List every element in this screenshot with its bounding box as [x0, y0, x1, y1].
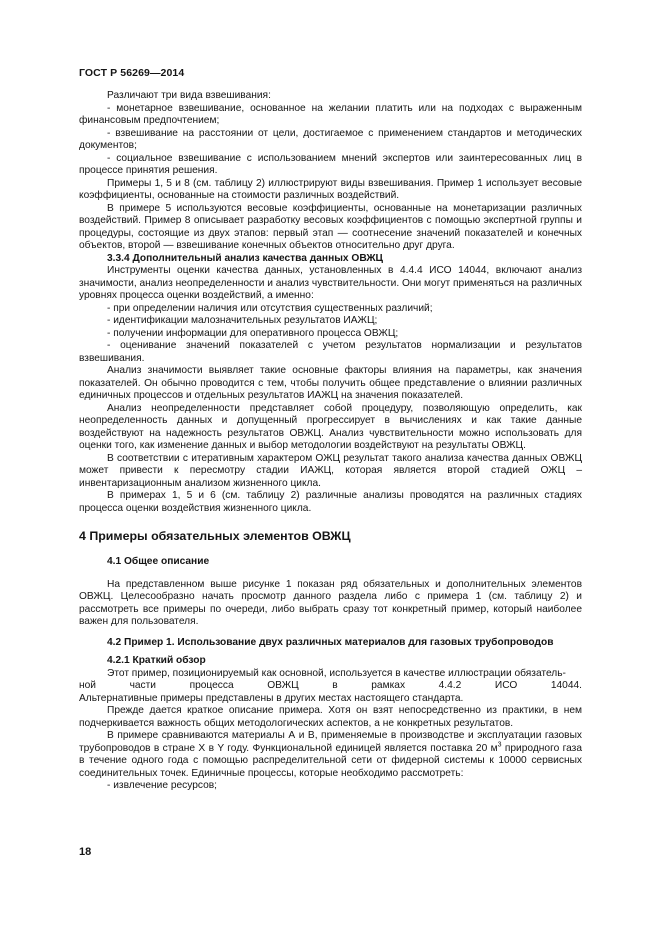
paragraph: В примерах 1, 5 и 6 (см. таблицу 2) различные анализы проводятся на различных стадиях процесса оценки воздействия жизненного цикла. [79, 490, 582, 514]
list-item: - монетарное взвешивание, основанное на желании платить или на подходах с выраженным финансовым предпочтением; [79, 102, 582, 126]
paragraph-line: Этот пример, позиционируемый как основной, используется в качестве иллюстрации обязатель- [107, 667, 566, 679]
section-4-2-title: 4.2 Пример 1. Использование двух различных материалов для газовых трубопроводов [107, 636, 554, 648]
list-item: - идентификации малозначительных результатов ИАЖЦ; [107, 315, 378, 326]
section-3-3-4-title: 3.3.4 Дополнительный анализ качества данных ОВЖЦ [107, 252, 383, 264]
paragraph-line: ной части процесса ОВЖЦ в рамках 4.4.2 ИСО 14044. [79, 680, 582, 691]
section-4-title: 4 Примеры обязательных элементов ОВЖЦ [79, 529, 351, 543]
list-item: - взвешивание на расстоянии от цели, достигаемое с применением стандартов и методических документов; [79, 127, 582, 151]
document-header: ГОСТ Р 56269—2014 [79, 67, 185, 79]
section-4-2-1-title: 4.2.1 Краткий обзор [107, 655, 206, 666]
paragraph: Примеры 1, 5 и 8 (см. таблицу 2) иллюстрируют виды взвешивания. Пример 1 использует весовые коэффициенты, основанные на стоимости различных воздействий. [79, 177, 582, 201]
paragraph-text: В примере сравниваются материалы А и В, применяемые в производстве и эксплуатации газовых трубопроводов в стране Х в Y году. Функциональной единицей является поставка 20 м [79, 730, 582, 754]
list-item: - оценивание значений показателей с учетом результатов нормализации и результатов взвешивания. [79, 340, 582, 364]
list-item: - социальное взвешивание с использованием мнений экспертов или заинтересованных лиц в процессе принятия решения. [79, 152, 582, 176]
paragraph: Прежде дается краткое описание примера. Хотя он взят непосредственно из практики, в нем подчеркивается важность общих методологических аспектов, а не конкретных результатов. [79, 705, 582, 729]
section-4-1-title: 4.1 Общее описание [107, 556, 210, 567]
paragraph-text: природного газа в течение одного года с помощью распределительной сети от фидерной системы к 10000 сервисных соединительных точек. Единичные процессы, которые необходимо рассмотреть: [79, 742, 582, 779]
paragraph: Инструменты оценки качества данных, установленных в 4.4.4 ИСО 14044, включают анализ значимости, анализ неопределенности и анализ чувствительности. Они могут применяться на различных уровнях процесса оценки воздействий, а именно: [79, 265, 583, 301]
paragraph: На представленном выше рисунке 1 показан ряд обязательных и дополнительных элементов ОВЖЦ. Целесообразно начать просмотр данного раздела либо с примера 1 (см. таблицу 2) и рассмотреть все примеры по очереди, либо выбрать сразу тот конкретный пример, который наиболее важен для пользователя. [79, 578, 582, 627]
paragraph: Анализ неопределенности представляет собой процедуру, позволяющую определить, как неопределенность данных и допущенный прогрессирует в вычислениях и как такие данные воздействуют на надежность результатов ОВЖЦ. Анализ чувствительности можно использовать для оценки того, как изменение данных и выбор методологии воздействуют на результаты ОВЖЦ. [79, 402, 582, 451]
list-item: - извлечение ресурсов; [107, 780, 218, 791]
paragraph: Анализ значимости выявляет такие основные факторы влияния на параметры, как значения показателей. Он обычно проводится с тем, чтобы получить общее представление о влиянии различных единичных процессов и отдельных результатов ИАЖЦ на значения показателей. [79, 365, 582, 401]
page-number: 18 [79, 846, 92, 858]
list-item: - при определении наличия или отсутствия существенных различий; [107, 302, 433, 314]
superscript: 3 [497, 741, 502, 749]
weighting-intro: Различают три вида взвешивания: [107, 90, 271, 101]
paragraph: В соответствии с итеративным характером ОЖЦ результат такого анализа качества данных ОВЖЦ может привести к пересмотру стадии ИАЖЦ, которая является второй стадией ОЖЦ – инвентаризационным анализом жизненного цикла. [79, 452, 582, 489]
paragraph-line: Альтернативные примеры представлены в других местах настоящего стандарта. [79, 692, 464, 704]
paragraph [79, 730, 582, 780]
paragraph: В примере 5 используются весовые коэффициенты, основанные на монетаризации различных воздействий. Пример 8 описывает разработку весовых коэффициентов с помощью экспертной группы и процедуры, состоящие из двух этапов: первый этап — соотнесение значений показателей и конечных объектов, второй — взвешивание конечных объектов относительно друг друга. [79, 202, 582, 251]
list-item: - получении информации для оперативного процесса ОВЖЦ; [107, 327, 399, 339]
page-content [79, 90, 582, 793]
